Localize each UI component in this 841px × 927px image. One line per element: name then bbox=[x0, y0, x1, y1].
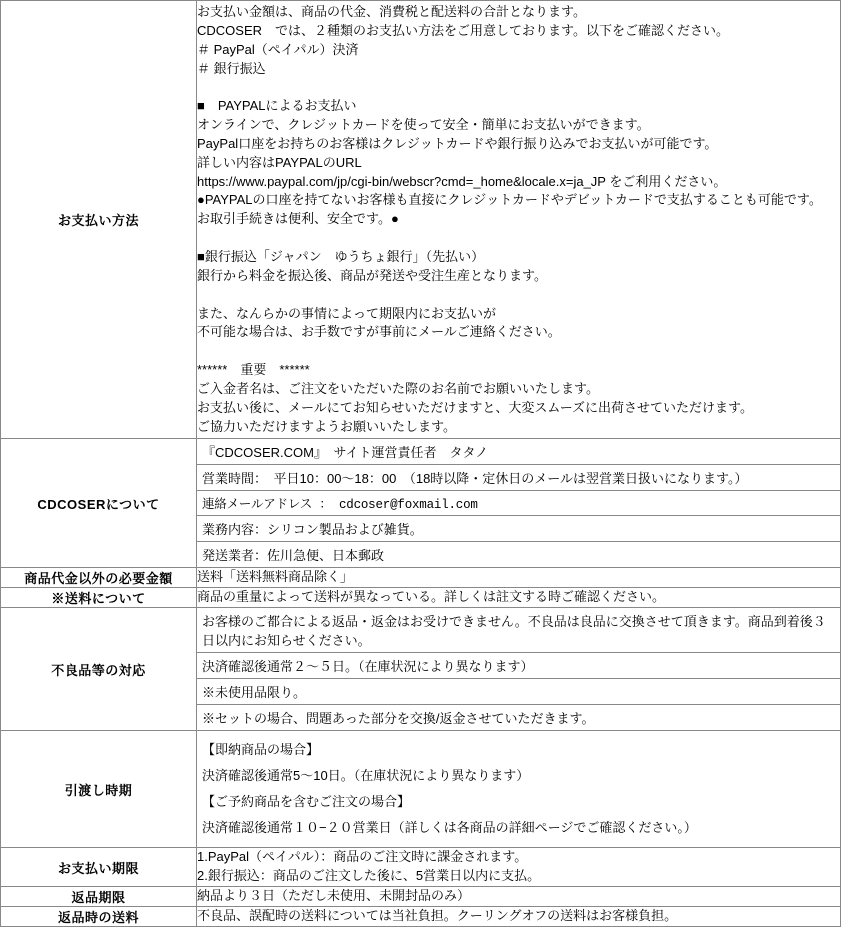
paragraph: ご入金者名は、ご注文をいただいた際のお名前でお願いいたします。 bbox=[197, 380, 599, 396]
paragraph: 銀行から料金を振込後、商品が発送や受注生産となります。 bbox=[197, 267, 547, 283]
paragraph: CDCOSER では、２種類のお支払い方法をご用意しております。以下をご確認ください。 bbox=[197, 22, 729, 38]
paragraph: お取引手続きは便利、安全です。● bbox=[197, 211, 399, 227]
row-value-payment-method bbox=[197, 1, 841, 439]
row-value-defective bbox=[197, 608, 841, 731]
table-row-payment-deadline bbox=[1, 848, 841, 887]
paragraph: ■銀行振込「ジャパン ゆうちょ銀行」（先払い） bbox=[197, 248, 485, 264]
delivery-line: 【ご予約商品を含むご注文の場合】 bbox=[202, 794, 411, 810]
table-row-defective bbox=[1, 608, 841, 731]
list-item: ※セットの場合、問題あった部分を交換/返金させていただきます。 bbox=[202, 711, 595, 727]
paragraph: オンラインで、クレジットカードを使って安全・簡単にお支払いができます。 bbox=[197, 117, 650, 133]
row-value-extra-fee: 送料「送料無料商品除く」 bbox=[197, 568, 841, 588]
paragraph: ご協力いただけますようお願いいたします。 bbox=[197, 418, 456, 434]
paragraph: お支払い金額は、商品の代金、消費税と配送料の合計となります。 bbox=[197, 4, 586, 19]
paragraph: ●PAYPALの口座を持てないお客様も直接にクレジットカードやデビットカードで支払することも可能です。 bbox=[197, 192, 822, 208]
defective-subrow-list bbox=[197, 608, 840, 730]
paragraph: ****** 重要 ****** bbox=[197, 362, 310, 378]
row-value-delivery-timing bbox=[197, 731, 841, 848]
row-value-shipping-note: 商品の重量によって送料が異なっている。詳しくは註文する時ご確認ください。 bbox=[197, 588, 841, 608]
shop-info-table-body bbox=[1, 1, 841, 927]
row-label-extra-fee: 商品代金以外の必要金額 bbox=[1, 568, 197, 588]
about-subrow-list bbox=[197, 439, 840, 567]
payment-method-paragraphs bbox=[197, 1, 840, 438]
table-row-extra-fee bbox=[1, 568, 841, 588]
row-label-about: CDCOSERについて bbox=[1, 439, 197, 568]
row-value-about bbox=[197, 439, 841, 568]
delivery-line: 決済確認後通常5～10日。（在庫状況により異なります） bbox=[202, 768, 530, 784]
paypal-url-line: https://www.paypal.com/jp/cgi-bin/webscr?cmd=_home&locale.x=ja_JP をご利用ください。 bbox=[197, 173, 727, 189]
row-label-delivery-timing: 引渡し時期 bbox=[1, 731, 197, 848]
delivery-line: 【即納商品の場合】 bbox=[202, 742, 320, 758]
paragraph: PayPal口座をお持ちのお客様はクレジットカードや銀行振り込みでお支払いが可能です。 bbox=[197, 135, 718, 151]
row-label-shipping-note: ※送料について bbox=[1, 588, 197, 608]
paragraph: ＃ PayPal（ペイパル）決済 bbox=[197, 41, 359, 57]
row-label-payment-method: お支払い方法 bbox=[1, 1, 197, 439]
list-item: 発送業者：佐川急便、日本郵政 bbox=[202, 548, 385, 564]
row-value-payment-deadline bbox=[197, 848, 841, 887]
row-label-payment-deadline: お支払い期限 bbox=[1, 848, 197, 887]
list-item: 決済確認後通常２～５日。（在庫状況により異なります） bbox=[197, 653, 840, 679]
spacer bbox=[197, 229, 840, 248]
list-item-email: 連絡メールアドレス ： cdcoser@foxmail.com bbox=[197, 491, 840, 516]
list-item: 業務内容：シリコン製品および雑貨。 bbox=[197, 516, 840, 542]
row-label-return-shipping: 返品時の送料 bbox=[1, 907, 197, 927]
spacer bbox=[197, 342, 840, 361]
paragraph: お支払い後に、メールにてお知らせいただけますと、大変スムーズに出荷させていただけます。 bbox=[197, 399, 754, 415]
list-item: 営業時間： 平日10：00～18：00 （18時以降・定休日のメールは翌営業日扱いになります。） bbox=[197, 465, 840, 491]
row-label-return-deadline: 返品期限 bbox=[1, 887, 197, 907]
list-item: 『CDCOSER.COM』 サイト運営責任者 タタノ bbox=[197, 439, 840, 465]
delivery-lines bbox=[197, 731, 840, 847]
row-label-defective: 不良品等の対応 bbox=[1, 608, 197, 731]
paragraph: 1.PayPal（ペイパル）：商品のご注文時に課金されます。 bbox=[197, 849, 528, 865]
paragraph: ＃ 銀行振込 bbox=[197, 60, 266, 76]
row-value-return-deadline: 納品より３日（ただし未使用、未開封品のみ） bbox=[197, 887, 841, 907]
list-item: ※未使用品限り。 bbox=[197, 679, 840, 705]
paragraph: 詳しい内容はPAYPALのURL bbox=[197, 154, 362, 170]
delivery-line: 決済確認後通常１０−２０営業日（詳しくは各商品の詳細ページでご確認ください。） bbox=[202, 820, 697, 836]
table-row-payment-method bbox=[1, 1, 841, 439]
spacer bbox=[197, 286, 840, 305]
table-row-about bbox=[1, 439, 841, 568]
list-item: お客様のご都合による返品・返金はお受けできません。不良品は良品に交換させて頂きます。商品到着後３日以内にお知らせください。 bbox=[197, 608, 840, 653]
paragraph: また、なんらかの事情によって期限内にお支払いが bbox=[197, 305, 497, 321]
table-row-delivery-timing bbox=[1, 731, 841, 848]
paragraph: ■ PAYPALによるお支払い bbox=[197, 98, 357, 114]
spacer bbox=[197, 78, 840, 97]
paragraph: 不可能な場合は、お手数ですが事前にメールご連絡ください。 bbox=[197, 324, 561, 340]
paragraph: 2.銀行振込：商品のご注文した後に、5営業日以内に支払。 bbox=[197, 868, 541, 884]
table-row-shipping-note bbox=[1, 588, 841, 608]
row-value-return-shipping: 不良品、誤配時の送料については当社負担。クーリングオフの送料はお客様負担。 bbox=[197, 907, 841, 927]
table-row-return-shipping bbox=[1, 907, 841, 927]
table-row-return-deadline bbox=[1, 887, 841, 907]
